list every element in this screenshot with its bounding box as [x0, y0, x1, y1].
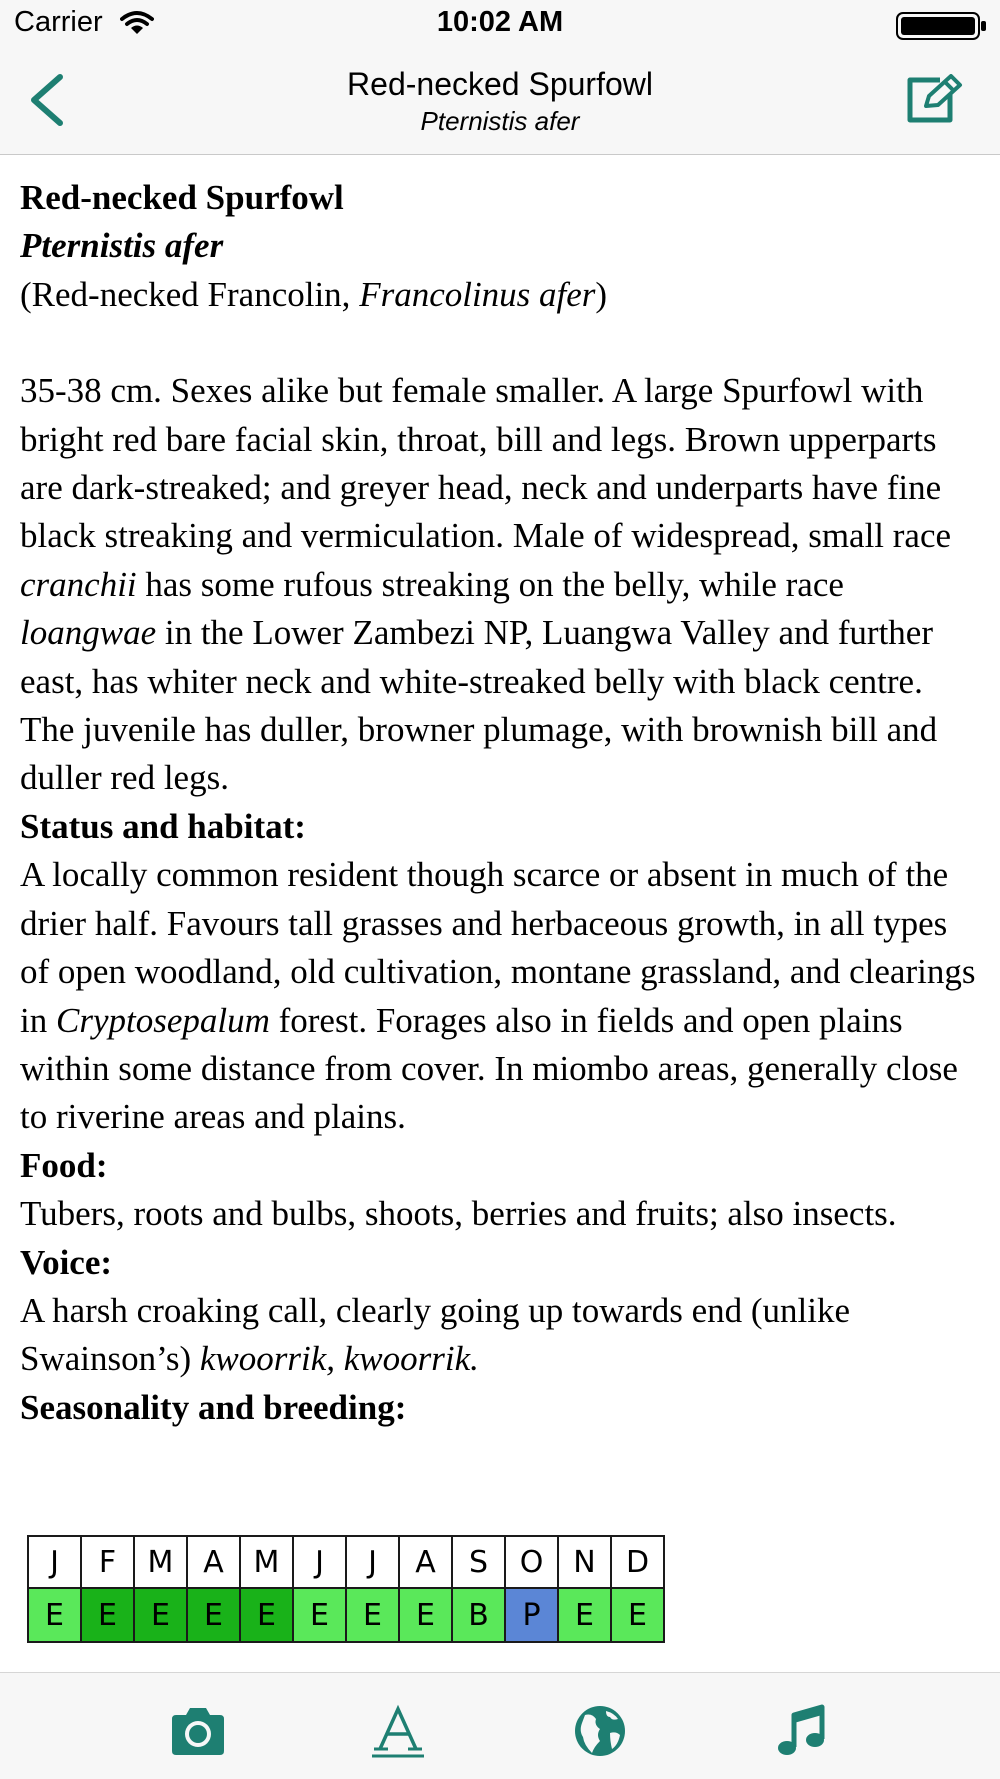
status-paragraph: [20, 851, 980, 1141]
month-cell: F: [81, 1536, 134, 1588]
race-name-2: loangwae: [20, 613, 157, 653]
status-code-cell: E: [399, 1588, 452, 1642]
page-subtitle: Pternistis afer: [420, 106, 580, 136]
status-code-cell: E: [240, 1588, 293, 1642]
alternate-scientific-name: Francolinus afer: [359, 274, 596, 314]
globe-icon[interactable]: [570, 1703, 630, 1759]
status-code-cell: E: [187, 1588, 240, 1642]
status-code-cell: B: [452, 1588, 505, 1642]
month-cell: J: [293, 1536, 346, 1588]
month-cell: M: [240, 1536, 293, 1588]
month-cell: S: [452, 1536, 505, 1588]
status-code-cell: E: [346, 1588, 399, 1642]
seasonality-table: [27, 1535, 665, 1643]
race-name-1: cranchii: [20, 564, 137, 604]
status-code-cell: E: [611, 1588, 664, 1642]
text-icon[interactable]: [368, 1703, 428, 1759]
species-description: [20, 174, 980, 1432]
status-text-2: forest. Forages also in fields and open plains within some distance from cover. In miombo areas, generally close to riverine areas and plains.: [20, 1000, 958, 1137]
month-cell: O: [505, 1536, 558, 1588]
month-cell: N: [558, 1536, 611, 1588]
alternate-name-open: (Red-necked Francolin,: [20, 274, 360, 314]
alternate-name-close: ): [595, 274, 608, 314]
food-text: Tubers, roots and bulbs, shoots, berries and fruits; also insects.: [20, 1194, 897, 1234]
voice-text: A harsh croaking call, clearly going up towards end (unlike Swainson’s): [20, 1290, 851, 1379]
status-code-cell: E: [134, 1588, 187, 1642]
status-code-row: [28, 1588, 664, 1642]
month-row: [28, 1536, 664, 1588]
description-text-1: 35-38 cm. Sexes alike but female smaller. A large Spurfowl with bright red bare facial skin, throat, bill and legs. Brown upperparts are dark-streaked; and greyer head, neck and underparts have fine black streaking and vermiculation. Male of widespread, small race: [20, 371, 952, 556]
food-heading: Food:: [20, 1145, 108, 1185]
common-name: Red-necked Spurfowl: [20, 178, 344, 217]
month-cell: J: [346, 1536, 399, 1588]
month-cell: J: [28, 1536, 81, 1588]
edit-icon[interactable]: [904, 74, 964, 126]
forest-name: Cryptosepalum: [55, 1000, 270, 1040]
voice-paragraph: [20, 1287, 980, 1384]
status-code-cell: E: [81, 1588, 134, 1642]
month-cell: D: [611, 1536, 664, 1588]
season-heading: Seasonality and breeding:: [20, 1387, 407, 1427]
alternate-name: [20, 271, 980, 319]
carrier-label: Carrier: [14, 6, 103, 38]
clock: 10:02 AM: [436, 6, 564, 38]
description-paragraph: [20, 367, 980, 803]
description-text-2: has some rufous streaking on the belly, while race: [136, 564, 844, 604]
month-cell: A: [187, 1536, 240, 1588]
page-title: Red-necked Spurfowl: [347, 66, 653, 102]
spacer: [20, 319, 980, 367]
navigation-bar: [0, 50, 1000, 155]
status-code-cell: P: [505, 1588, 558, 1642]
battery-icon: [896, 11, 988, 41]
music-note-icon[interactable]: [772, 1703, 832, 1759]
voice-heading: Voice:: [20, 1242, 113, 1282]
camera-icon[interactable]: [168, 1703, 228, 1759]
month-cell: M: [134, 1536, 187, 1588]
month-cell: A: [399, 1536, 452, 1588]
status-heading: Status and habitat:: [20, 806, 306, 846]
voice-call: kwoorrik, kwoorrik.: [199, 1339, 479, 1379]
description-text-3: in the Lower Zambezi NP, Luangwa Valley and further east, has whiter neck and white-streaked belly with black centre. The juvenile has duller, browner plumage, with brownish bill and duller red legs.: [20, 613, 938, 798]
status-code-cell: E: [558, 1588, 611, 1642]
status-code-cell: E: [28, 1588, 81, 1642]
status-bar: [0, 0, 1000, 50]
tab-bar: [0, 1672, 1000, 1779]
scientific-name: Pternistis afer: [20, 226, 224, 266]
status-text-1: A locally common resident though scarce or absent in much of the drier half. Favours tall grasses and herbaceous growth, in all types of open woodland, old cultivation, montane grassland, and clearings in: [20, 855, 976, 1040]
status-code-cell: E: [293, 1588, 346, 1642]
